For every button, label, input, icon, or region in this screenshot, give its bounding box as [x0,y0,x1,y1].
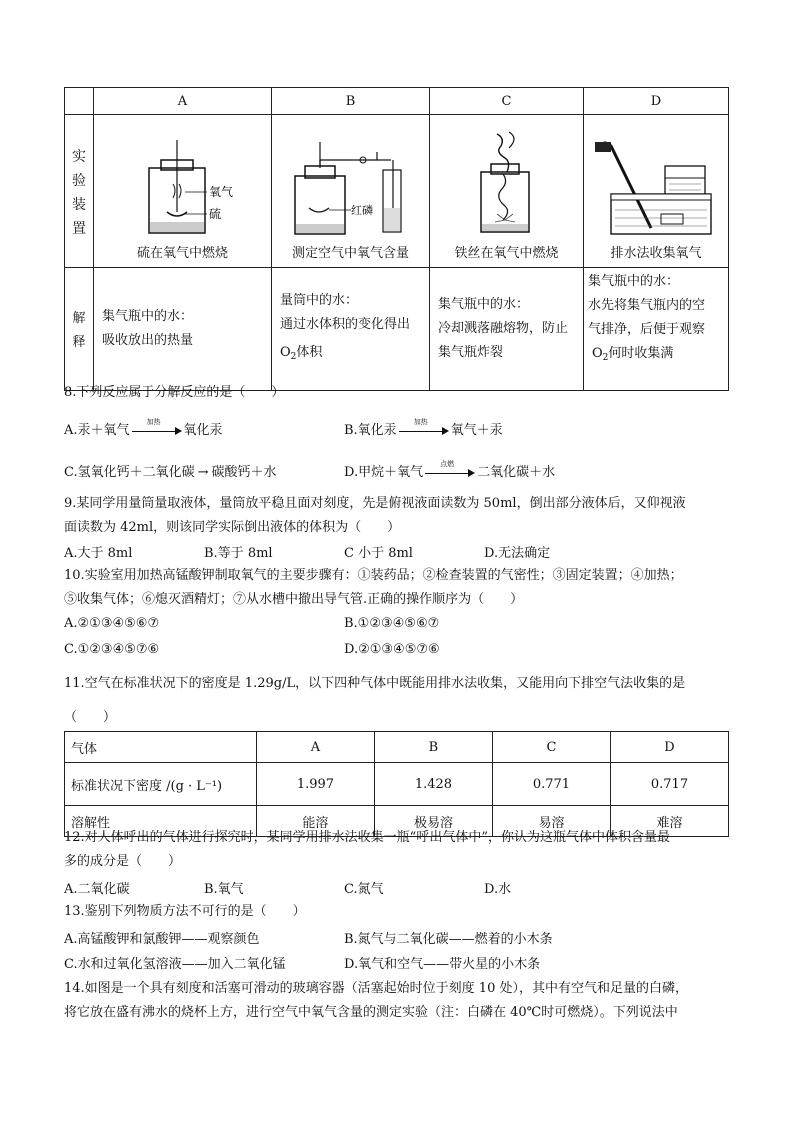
q8-b-pre: B.氧化汞 [344,423,397,438]
t2-density-label [65,763,257,806]
q12-option-d[interactable]: D.水 [484,882,512,897]
q9-option-c[interactable]: C 小于 8ml [344,546,413,561]
q8-d-pre: D.甲烷＋氧气 [344,465,424,480]
q9-line1: 9.某同学用量筒量取液体，量筒放平稳且面对刻度，先是俯视液面读数为 50ml，倒出部分液体后，又仰视液 [64,496,686,511]
explain-c-line1: 集气瓶中的水： [438,297,530,312]
corner-cell [65,88,94,115]
label-red-phosphorus: 红磷 [350,204,373,217]
device-b [272,115,430,268]
header-a: A [94,88,272,115]
q8-c-post: 碳酸钙＋水 [211,465,277,480]
t2-density-a: 1.997 [256,763,374,806]
explain-b-line3: 体积 [296,345,323,360]
device-a [94,115,272,268]
q12-line2: 多的成分是（ ） [64,854,182,869]
q12-option-a[interactable]: A.二氧化碳 [64,882,130,897]
t2-solubility-d: 难溶 [610,806,728,837]
explain-b-line1: 量筒中的水： [280,293,359,308]
iron-wire-illustration [457,128,557,238]
explain-a [94,268,272,391]
q9-option-d[interactable]: D.无法确定 [484,546,551,561]
q8-a-cond: 加热 [146,417,161,426]
t2-solubility-b: 极易溶 [374,806,492,837]
q14-line2: 将它放在盛有沸水的烧杯上方，进行空气中氧气含量的测定实验（注：白磷在 40℃时可燃烧）。下列说法中 [64,1005,678,1020]
explain-c-line3: 集气瓶炸裂 [438,345,504,360]
t2-solubility-c: 易溶 [492,806,610,837]
t2-header-d: D [610,732,728,763]
caption-c: 铁丝在氧气中燃烧 [454,246,559,261]
row-label-device: 实 验 装 置 [65,115,94,268]
q13-stem: 13.鉴别下列物质方法不可行的是（ ） [64,904,306,919]
oxygen-measurement-illustration [281,138,421,238]
header-d: D [584,88,729,115]
q13-option-c[interactable]: C.水和过氧化氢溶液——加入二氧化锰 [64,957,286,972]
label-oxygen: 氧气 [208,185,233,199]
t2-density-b: 1.428 [374,763,492,806]
gas-density-table [64,731,729,837]
q10-line2: ⑤收集气体；⑥熄灭酒精灯；⑦从水槽中撤出导气管.正确的操作顺序为（ ） [64,592,524,607]
q8-option-a[interactable] [64,419,223,438]
arrow-ignite-d [425,459,475,478]
t2-header-b: B [374,732,492,763]
q9-option-b[interactable]: B.等于 8ml [204,546,273,561]
explain-b-formula: O [280,345,291,360]
q8-d-post: 二氧化碳＋水 [477,465,556,480]
arrow-heat-a [132,417,182,436]
t2-solubility-label: 溶解性 [65,806,257,837]
q10-option-c[interactable]: C.①②③④⑤⑦⑥ [64,642,160,657]
q8-b-post: 氧气＋汞 [450,423,503,438]
explain-d-line4: 何时收集满 [608,346,674,361]
t2-header-c: C [492,732,610,763]
sulfur-burning-illustration [123,138,243,238]
q8-c-arrow: → [197,465,209,480]
arrow-heat-b [399,417,449,436]
q8-stem: 8.下列反应属于分解反应的是（ ） [64,385,285,400]
q11-line2: （ ） [64,710,117,725]
q8-option-b[interactable] [344,419,503,438]
q8-c-pre: C.氢氧化钙＋二氧化碳 [64,465,195,480]
explain-b-sub: 2 [290,352,297,362]
row-label-explain: 解 释 [65,268,94,391]
header-c: C [430,88,584,115]
q8-d-cond: 点燃 [440,459,455,468]
explain-a-line2: 吸收放出的热量 [102,333,194,348]
q10-line1: 10.实验室用加热高锰酸钾制取氧气的主要步骤有：①装药品；②检查装置的气密性；③固定装置；④加热； [64,568,683,583]
explain-d [584,268,729,391]
q12-option-b[interactable]: B.氧气 [204,882,244,897]
explain-c-line2: 冷却溅落融熔物，防止 [438,321,569,336]
explain-d-formula: O [592,346,603,361]
explain-d-sub: 2 [602,353,609,363]
q13-option-b[interactable]: B.氮气与二氧化碳——燃着的小木条 [344,932,553,947]
q9-option-a[interactable]: A.大于 8ml [64,546,133,561]
q10-option-a[interactable]: A.②①③④⑤⑥⑦ [64,616,160,631]
header-b: B [272,88,430,115]
label-sulfur: 硫 [208,207,221,221]
t2-solubility-a: 能溶 [256,806,374,837]
water-collection-illustration [591,138,721,238]
q13-option-a[interactable]: A.高锰酸钾和氯酸钾——观察颜色 [64,932,260,947]
q13-option-d[interactable]: D.氧气和空气——带火星的小木条 [344,957,541,972]
device-c [430,115,584,268]
t2-header-a: A [256,732,374,763]
experiment-table [64,87,729,391]
q12-line1: 12.对人体呼出的气体进行探究时，某同学用排水法收集一瓶“呼出气体中”，你认为这瓶气体中体积含量最 [64,830,670,845]
q10-option-d[interactable]: D.②①③④⑤⑦⑥ [344,642,440,657]
explain-c [430,268,584,391]
caption-b: 测定空气中氧气含量 [291,246,409,261]
explain-b [272,268,430,391]
caption-a: 硫在氧气中燃烧 [136,246,228,261]
q14-line1: 14.如图是一个具有刻度和活塞可滑动的玻璃容器（活塞起始时位于刻度 10 处），其中有空气和足量的白磷， [64,981,688,996]
explain-d-line2: 水先将集气瓶内的空 [588,298,706,313]
q10-option-b[interactable]: B.①②③④⑤⑥⑦ [344,616,440,631]
q8-a-post: 氧化汞 [183,423,223,438]
q8-a-pre: A.汞＋氧气 [64,423,130,438]
device-d [584,115,729,268]
t2-header-gas: 气体 [65,732,257,763]
explain-d-line3: 气排净，后便于观察 [588,322,706,337]
q12-option-c[interactable]: C.氮气 [344,882,384,897]
density-unit-text: (g · L⁻¹) [170,778,223,794]
q9-line2: 面读数为 42ml，则该同学实际倒出液体的体积为（ ） [64,520,401,535]
q8-option-d[interactable] [344,461,555,480]
q8-b-cond: 加热 [413,417,428,426]
explain-d-line1: 集气瓶中的水： [588,274,680,289]
caption-d: 排水法收集氧气 [610,246,702,261]
q11-line1: 11.空气在标准状况下的密度是 1.29g/L，以下四种气体中既能用排水法收集，又能用向下排空气法收集的是 [64,676,686,691]
explain-a-line1: 集气瓶中的水： [102,309,194,324]
t2-density-c: 0.771 [492,763,610,806]
q8-option-c[interactable] [64,461,277,480]
density-label-text: 标准状况下密度 / [71,778,171,794]
explain-b-line2: 通过水体积的变化得出 [280,317,411,332]
t2-density-d: 0.717 [610,763,728,806]
